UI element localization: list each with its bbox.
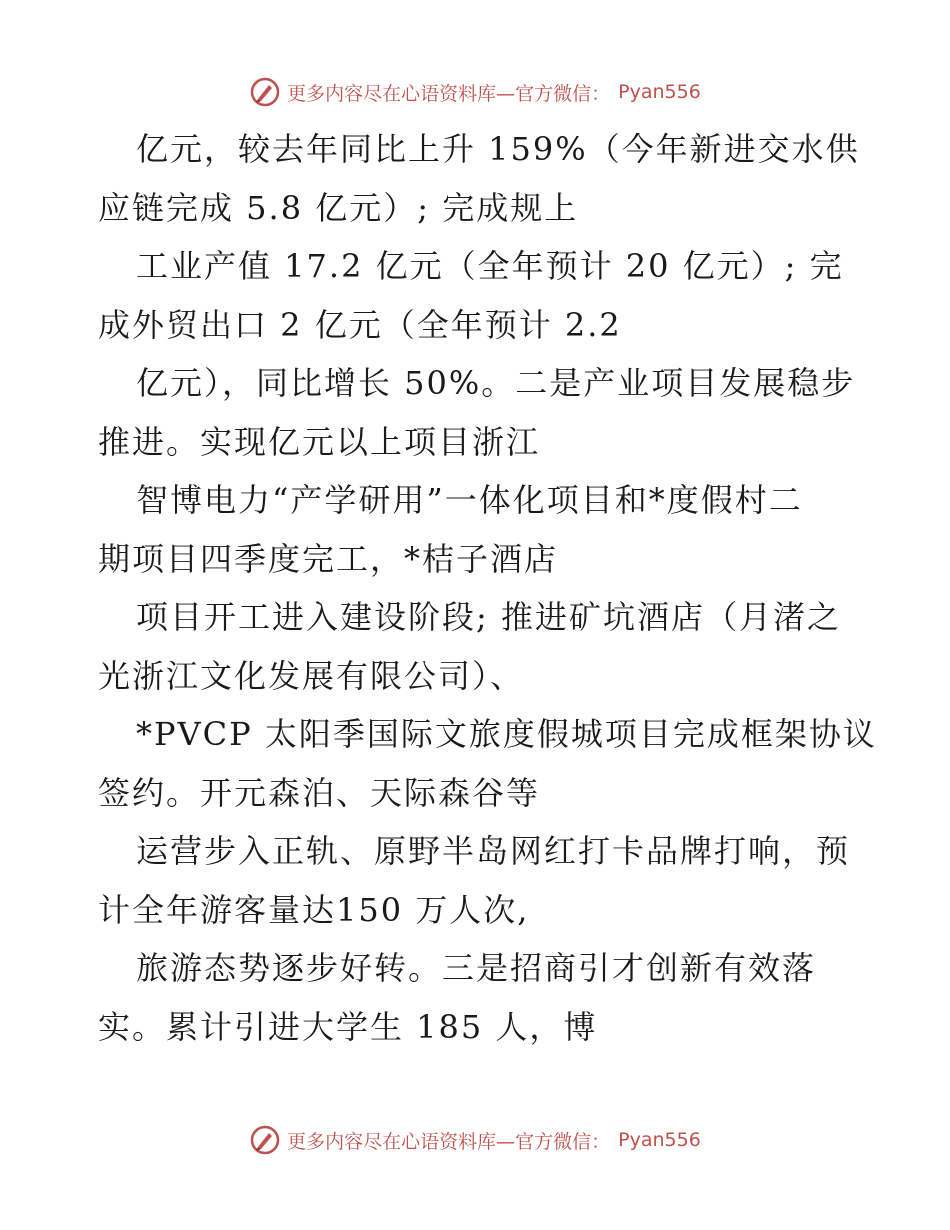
watermark-wechat-id: Pyan556 (618, 81, 701, 103)
document-body (98, 120, 877, 1056)
text-line: 智博电力“产学研用”一体化项目和*度假村二 (136, 481, 803, 519)
footer-watermark (0, 1120, 950, 1160)
watermark-wechat-id: Pyan556 (618, 1129, 701, 1151)
text-line: 应链完成 5.8 亿元）; 完成规上 (98, 189, 579, 227)
text-line: 签约。开元森泊、天际森谷等 (98, 774, 541, 812)
text-line: 亿元，较去年同比上升 159%（今年新进交水供 (136, 130, 860, 168)
text-line: 工业产值 17.2 亿元（全年预计 20 亿元）; 完 (136, 247, 844, 285)
text-line: *PVCP 太阳季国际文旅度假城项目完成框架协议 (136, 715, 877, 753)
text-line: 期项目四季度完工，*桔子酒店 (98, 540, 559, 578)
text-line: 推进。实现亿元以上项目浙江 (98, 423, 541, 461)
pen-logo-icon (249, 1124, 281, 1156)
text-line: 实。累计引进大学生 185 人，博 (98, 1008, 598, 1046)
text-line: 运营步入正轨、原野半岛网红打卡品牌打响，预 (136, 832, 851, 870)
pen-logo-icon (249, 76, 281, 108)
text-line: 计全年游客量达150 万人次, (98, 891, 530, 929)
text-line: 光浙江文化发展有限公司）、 (98, 657, 525, 695)
watermark-text: 更多内容尽在心语资料库—官方微信： (287, 82, 611, 105)
text-line: 项目开工进入建设阶段; 推进矿坑酒店（月渚之 (136, 598, 841, 636)
watermark-text: 更多内容尽在心语资料库—官方微信： (287, 1130, 611, 1153)
header-watermark (0, 72, 950, 112)
text-line: 亿元），同比增长 50%。二是产业项目发展稳步 (136, 364, 856, 402)
text-line: 旅游态势逐步好转。三是招商引才创新有效落 (136, 949, 817, 987)
text-line: 成外贸出口 2 亿元（全年预计 2.2 (98, 306, 622, 344)
